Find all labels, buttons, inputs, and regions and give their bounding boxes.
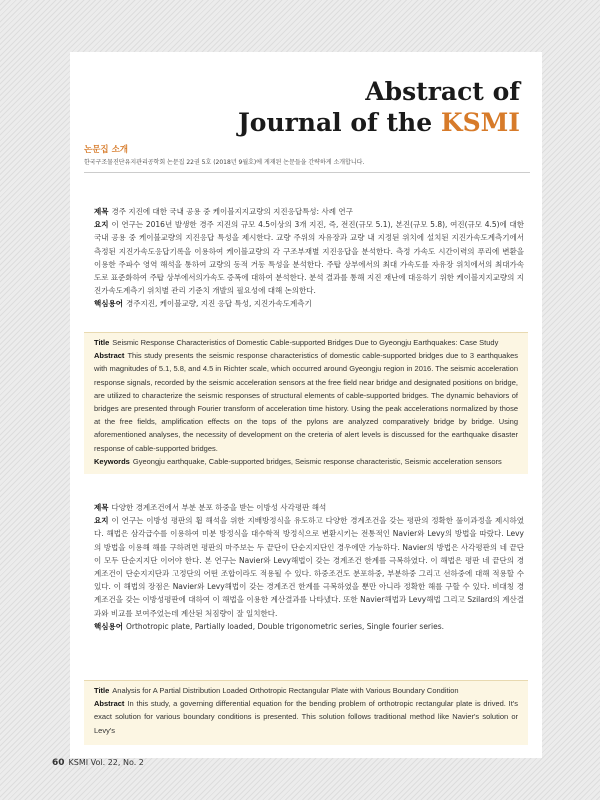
- article1-abstract-en: This study presents the seismic response characteristics of domestic cable-supported bridges due to 3 earthquakes with magnitudes of 5.1, 5.8, and 4.5 in Richter scale, which occurred around Gyeongju region in 2016. The seismic acceleration response signals, recorded by the seismic acceleration sensors at the free field near bridge and designated positions on bridge, are utilized to characterize the seismic responses of structural elements of cable-supported bridges. The dynamic behaviors of bridges are presented through Fourier transform of acceleration time history. Using the peak accelerations normalized by those at the free fields, amplification effects on the tops of the pylons are analyzed comparatively bridge by bridge. Using aforementioned analyses, the necessity of development on the creteria of alert levels is discussed for the earthquake disaster response of cable-supported bridges.: [94, 351, 518, 453]
- intro-title: 논문집 소개: [84, 145, 129, 155]
- abstract-label: 요지: [94, 220, 109, 230]
- article2-abstract-en: In this study, a governing differential equation for the bending problem of orthotropic rectangular plate is drived. It's exact solution for various boundary conditions is presented. This solution follows traditional method like Navier's solution or Levy's: [94, 699, 518, 735]
- article1-keywords-en-row: [94, 455, 518, 468]
- article2-title-en-row: [94, 684, 518, 697]
- article2-title-en: Analysis for A Partial Distribution Loaded Orthotropic Rectangular Plate with Various Boundary Condition: [112, 686, 459, 695]
- abstract-label: 요지: [94, 516, 109, 526]
- article1-title-row: [94, 205, 524, 218]
- article2-keywords-row: [94, 620, 524, 633]
- masthead-line2: [238, 107, 520, 138]
- article1-title-en: Seismic Response Characteristics of Domestic Cable-supported Bridges Due to Gyeongju Earthquakes: Case Study: [112, 338, 499, 347]
- keywords-label: 핵심용어: [94, 621, 123, 631]
- article1-title-en-row: [94, 336, 518, 349]
- article1-title-ko: 경주 지진에 대한 국내 공용 중 케이블지지교량의 지진응답특성: 사례 연구: [111, 207, 353, 216]
- article2-abstract-row: [94, 514, 524, 620]
- page: [70, 52, 542, 758]
- title-label: 제목: [94, 503, 109, 512]
- article1-abstract-ko: 이 연구는 2016년 발생한 경주 지진의 규모 4.5이상의 3개 지진, 즉, 전진(규모 5.1), 본진(규모 5.8), 여진(규모 4.5)에 대한 국내 공용 중 케이블교량의 지진응답 특성을 제시한다. 교량 주위의 자유장과 교량 내 지정된 위치에 설치된 지진가속도계측기에서 측정된 지진가속도응답기록을 이용하여 케이블교량의 각 구조부재별 지진응답을 분석한다. 측정 가속도 시간이력의 푸리에 변환을 이용한 주파수 영역 해석을 통하여 교량의 동적 거동 특성을 분석한다. 주탑 상부에서의 최대 가속도를 자유장 위치에서의 최대가속도로 표준화하여 주탑 상부에서의가속도 증폭에 대하여 분석한다. 분석 결과를 통해 지진 재난에 대응하기 위한 케이블지지교량의 지진가속도계측기 위치별 관리 기준치 개발의 필요성에 대해 논의한다.: [94, 220, 524, 296]
- article2-english-box: [84, 680, 528, 745]
- journal-issue: KSMI Vol. 22, No. 2: [68, 758, 144, 767]
- divider: [84, 172, 530, 173]
- article1-korean: [94, 205, 524, 311]
- article2-keywords-ko: Orthotropic plate, Partially loaded, Double trigonometric series, Single fourier series.: [125, 621, 445, 631]
- abstract-en-label: Abstract: [94, 351, 125, 361]
- title-en-label: Title: [94, 338, 110, 347]
- article1-abstract-en-row: [94, 349, 518, 455]
- article1-keywords-ko: 경주지진, 케이블교량, 지진 응답 특성, 지진가속도계측기: [125, 299, 312, 309]
- article2-abstract-ko: 이 연구는 이방성 평판의 휨 해석을 위한 지배방정식을 유도하고 다양한 경계조건을 갖는 평판의 정확한 풀이과정을 제시하였다. 해법은 삼각급수를 이용하여 미분 방정식을 대수학적 방정식으로 변환시키는 전통적인 Navier와 Levy의 방법을 따랐다. Levy의 방법을 이용해 해를 구하려면 평판의 마주보는 두 끝단이 단순지지단인 경우에만 가능하다. Navier의 방법은 사각평판의 네 끝단이 모두 단순지지단 이어야 한다. 본 연구는 Navier와 Levy해법이 갖는 경계조건 한계를 극복하였다. 이 해법은 평판 네 끝단의 경계조건이 단순지지단과 고정단의 어떤 조합이라도 적용될 수 있다. 하중조건도 분포하중, 부분하중 그리고 선하중에 대해 적용할 수 있다. 이 해법의 장점은 Navier와 Levy해법이 갖는 경계조건 한계를 극복하였을 뿐만 아니라 정확한 해를 구할 수 있다. 비대칭 경계조건을 갖는 이방성평판에 대하여 이 해법을 이용한 계산결과를 나타냈다. 또한 Navier해법과 Levy해법 그리고 Szilard의 계산결과와 비교를 보여주었는데 계산된 처짐량이 잘 일치한다.: [94, 516, 524, 618]
- intro-text: 한국구조물진단유지관리공학회 논문집 22권 5호 (2018년 9월호)에 게재된 논문들을 간략하게 소개합니다.: [84, 159, 365, 166]
- page-number: 60: [52, 758, 65, 768]
- article2-abstract-en-row: [94, 697, 518, 737]
- article2-title-row: [94, 501, 524, 514]
- article1-keywords-en: Gyeongju earthquake, Cable-supported bridges, Seismic response characteristic, Seismic acceleration sensors: [132, 456, 502, 466]
- title-label: 제목: [94, 207, 109, 216]
- title-en-label: Title: [94, 686, 110, 695]
- article2-korean: [94, 501, 524, 633]
- article1-keywords-row: [94, 297, 524, 310]
- masthead-line1: Abstract of: [365, 77, 520, 106]
- masthead-accent: KSMI: [440, 108, 520, 137]
- abstract-en-label: Abstract: [94, 699, 125, 709]
- keywords-label: 핵심용어: [94, 299, 123, 309]
- article1-abstract-row: [94, 218, 524, 297]
- masthead: [238, 76, 520, 138]
- keywords-en-label: Keywords: [94, 456, 130, 466]
- article2-title-ko: 다양한 경계조건에서 부분 분포 하중을 받는 이방성 사각평판 해석: [111, 503, 327, 512]
- masthead-prefix: Journal of the: [237, 108, 441, 137]
- page-footer: [52, 758, 144, 768]
- article1-english-box: [84, 332, 528, 474]
